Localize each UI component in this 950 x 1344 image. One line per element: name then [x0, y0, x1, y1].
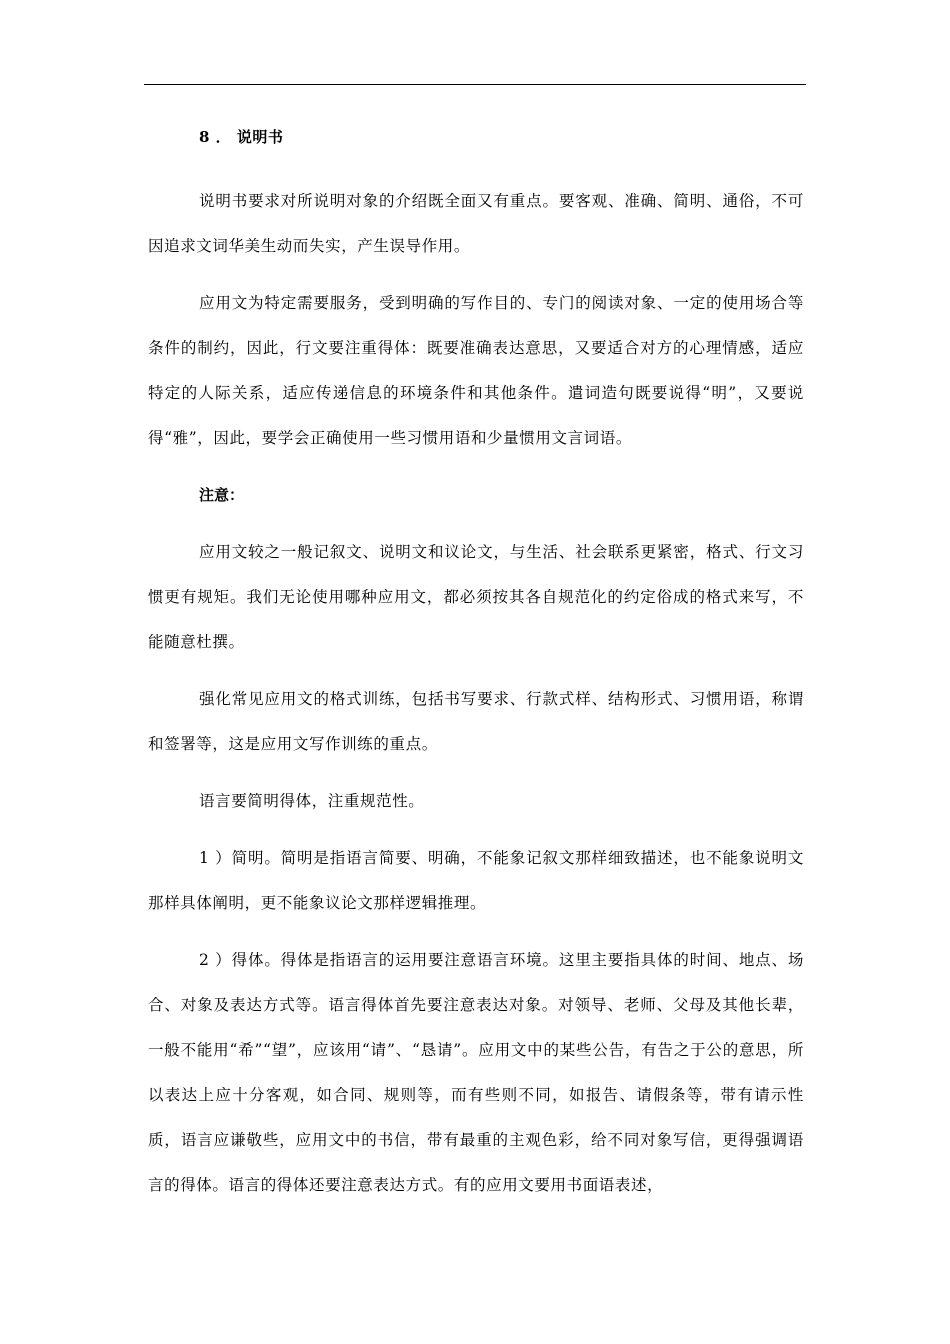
section-heading: 8 ． 说明书 — [199, 128, 284, 146]
notice-heading: 注意： — [199, 486, 245, 504]
paragraph-concise: 1 ）简明。简明是指语言简要、明确，不能象记叙文那样细致描述，也不能象说明文那样具体阐明，更不能象议论文那样逻辑推理。 — [148, 849, 804, 912]
paragraph-format-rules: 应用文较之一般记叙文、说明文和议论文，与生活、社会联系更紧密，格式、行文习惯更有规矩。我们无论使用哪种应用文，都必须按其各自规范化的约定俗成的格式来写，不能随意杜撰。 — [148, 543, 804, 651]
paragraph-applied-writing: 应用文为特定需要服务，受到明确的写作目的、专门的阅读对象、一定的使用场合等条件的制约，因此，行文要注重得体：既要准确表达意思，又要适合对方的心理情感，适应特定的人际关系，适应传递信息的环境条件和其他条件。遣词造句既要说得“明”，又要说得“雅”，因此，要学会正确使用一些习惯用语和少量惯用文言词语。 — [148, 294, 804, 447]
document-body — [148, 118, 804, 1220]
paragraph-format-training: 强化常见应用文的格式训练，包括书写要求、行款式样、结构形式、习惯用语，称谓和签署等，这是应用文写作训练的重点。 — [148, 690, 804, 753]
header-rule — [144, 84, 806, 85]
paragraph-language-requirement: 语言要简明得体，注重规范性。 — [199, 792, 425, 810]
paragraph-appropriate: 2 ）得体。得体是指语言的运用要注意语言环境。这里主要指具体的时间、地点、场合、对象及表达方式等。语言得体首先要注意表达对象。对领导、老师、父母及其他长辈，一般不能用“希”“望”，应该用“请”、“恳请”。应用文中的某些公告，有告之于公的意思，所以表达上应十分客观，如合同、规则等，而有些则不同，如报告、请假条等，带有请示性质，语言应谦敬些，应用文中的书信，带有最重的主观色彩，给不同对象写信，更得强调语言的得体。语言的得体还要注意表达方式。有的应用文要用书面语表述， — [148, 951, 804, 1194]
paragraph-instructions: 说明书要求对所说明对象的介绍既全面又有重点。要客观、准确、简明、通俗，不可因追求文词华美生动而失实，产生误导作用。 — [148, 192, 804, 255]
